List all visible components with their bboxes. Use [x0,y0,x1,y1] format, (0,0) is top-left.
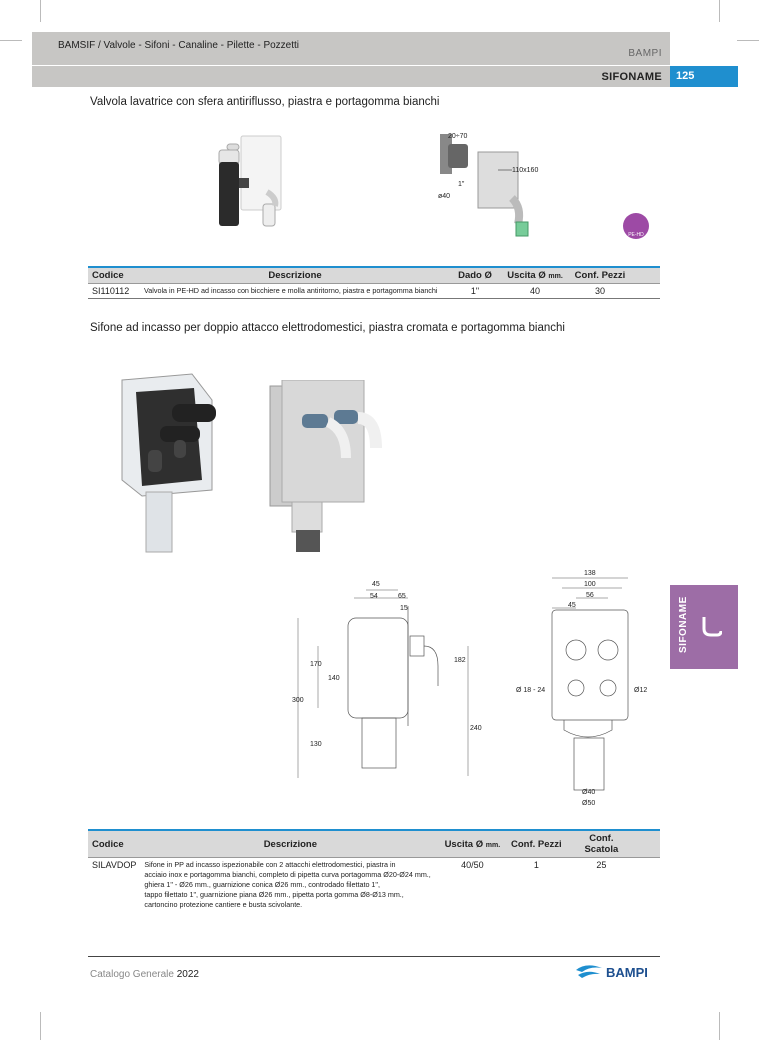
dim-label: 300 [292,697,304,704]
code-cell: SI110112 [92,286,130,296]
product2-table [88,829,660,912]
crop-mark [0,40,22,41]
siphon-side-diagram [288,566,488,782]
dim-label: 138 [584,570,596,577]
dim-label: 240 [470,725,482,732]
product2-title: Sifone ad incasso per doppio attacco elettrodomestici, piastra cromata e portagomma bianchi [90,322,565,334]
dim-label: 54 [370,593,378,600]
dim-label: ø40 [438,193,451,200]
siphon-front-diagram [512,566,662,810]
col-header: Descrizione [140,830,440,858]
valve-diagram [428,126,548,250]
description-line: tappo filettato 1", guarnizione piana Ø26 mm., pipetta porta gomma Ø8-Ø13 mm., [144,890,404,899]
footer-divider [88,956,660,957]
col-header-empty [634,830,660,858]
dim-label: 140 [328,675,340,682]
crop-mark [40,0,41,22]
dim-label: Ø 18 - 24 [516,687,546,694]
uscita-cell: 40 [529,286,540,296]
product1-table [88,266,660,299]
dim-label: 170 [310,661,322,668]
table-row [88,858,660,913]
dim-label: Ø40 [582,789,596,796]
dim-label: 65 [398,593,406,600]
col-header: Codice [88,830,140,858]
pe-hd-badge [621,212,651,242]
col-header: Dado Ø [450,267,500,284]
col-header: Descrizione [140,267,450,284]
crop-mark [40,1012,41,1040]
code-cell: SILAVDOP [92,860,137,870]
dim-label: 100 [584,581,596,588]
logo-text: BAMPI [606,965,648,980]
col-header: Conf. Pezzi [570,267,630,284]
col-header: Conf. Scatola [568,830,634,858]
valve-photo [205,130,295,230]
col-header-empty [630,267,660,284]
crop-mark [719,0,720,22]
description-cell: Valvola in PE-HD ad incasso con bicchiere e molla antiritorno, piastra e portagomma bianchi [144,286,438,295]
description-cell [140,858,440,913]
description-line: Sifone in PP ad incasso ispezionabile con 2 attacchi elettrodomestici, piastra in [144,860,396,869]
header-brand: BAMPI [628,48,662,59]
siphon-photo-body [112,370,232,560]
crop-mark [737,40,759,41]
table-row [88,284,660,299]
dim-label: 45 [372,581,380,588]
product1-title: Valvola lavatrice con sfera antiriflusso, piastra e portagomma bianchi [90,96,440,108]
dim-label: 130 [310,741,322,748]
side-tab-label: SIFONAME [678,596,689,653]
page-number: 125 [670,66,738,87]
pe-hd-badge-label: PE-HD [628,232,644,238]
col-header: Uscita Ø mm. [500,267,570,284]
description-line: cartoncino protezione cantiere e busta scivolante. [144,900,303,909]
conf-cell: 30 [594,286,605,296]
crop-mark [719,1012,720,1040]
dim-label: Ø50 [582,800,596,807]
breadcrumb: BAMSIF / Valvole - Sifoni - Canaline - Pilette - Pozzetti [58,40,300,51]
col-header: Codice [88,267,140,284]
dim-label: 20÷70 [448,133,468,140]
conf-scatola-cell: 25 [596,860,607,870]
siphon-photo-chrome [262,380,392,560]
conf-pezzi-cell: 1 [533,860,539,870]
siphon-icon [700,615,722,641]
dim-label: 110x160 [512,167,539,174]
section-name: SIFONAME [601,71,662,83]
dim-label: 56 [586,592,594,599]
description-line: acciaio inox e portagomma bianchi, completo di pipetta curva portagomma Ø20-Ø24 mm., [144,870,431,879]
bampi-logo [574,962,662,982]
dim-label: 1" [458,181,465,188]
col-header: Conf. Pezzi [504,830,568,858]
dado-cell: 1" [470,286,480,296]
uscita-cell: 40/50 [461,860,484,870]
description-line: ghiera 1" - Ø26 mm., guarnizione conica Ø26 mm., controdado filettato 1", [144,880,380,889]
footer-year: 2022 [176,969,199,980]
col-header: Uscita Ø mm. [440,830,504,858]
footer-catalog: Catalogo Generale 2022 [90,969,199,980]
side-category-tab[interactable] [670,585,738,669]
dim-label: Ø12 [634,687,648,694]
dim-label: 45 [568,602,576,609]
header-divider [32,65,670,66]
dim-label: 15 [400,605,408,612]
dim-label: 182 [454,657,466,664]
